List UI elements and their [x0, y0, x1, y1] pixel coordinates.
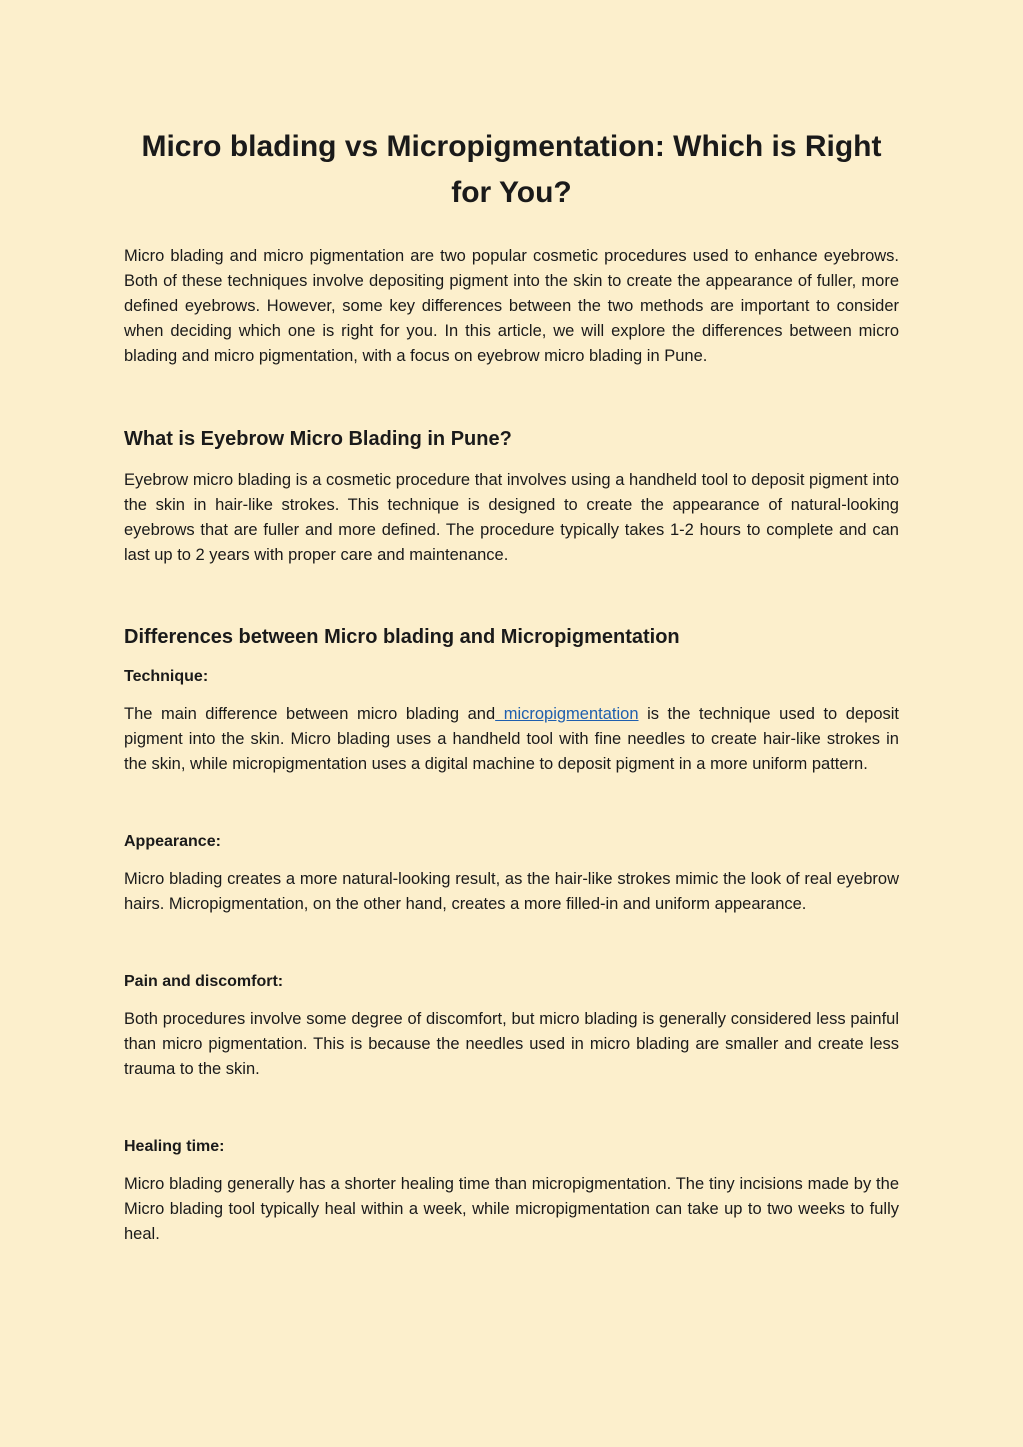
section-heading-what-is-microblading: What is Eyebrow Micro Blading in Pune? — [124, 428, 512, 450]
microblading-description-paragraph: Eyebrow micro blading is a cosmetic procedure that involves using a handheld tool to deposit pigment into the skin in hair-like strokes. This technique is designed to create the appearance of natural-looking eyebrows that are fuller and more defined. The procedure typically takes 1-2 hours to complete and can last up to 2 years with proper care and maintenance. — [124, 471, 899, 564]
page-title: Micro blading vs Micropigmentation: Which is Right for You? — [141, 130, 882, 209]
subheading-pain-and-discomfort: Pain and discomfort: — [124, 973, 284, 990]
technique-text-after-link: is the technique used to deposit pigment into the skin. Micro blading uses a handheld tool with fine needles to create hair-like strokes in the skin, while micropigmentation uses a digital machine to deposit pigment in a more uniform pattern. — [124, 705, 899, 773]
micropigmentation-link[interactable]: micropigmentation — [495, 705, 639, 723]
subheading-technique: Technique: — [124, 668, 209, 685]
technique-text-before-link: The main difference between micro blading and — [124, 705, 496, 723]
subheading-healing-time: Healing time: — [124, 1138, 225, 1155]
subheading-appearance: Appearance: — [124, 833, 221, 850]
appearance-paragraph: Micro blading creates a more natural-looking result, as the hair-like strokes mimic the look of real eyebrow hairs. Micropigmentation, on the other hand, creates a more filled-in and uniform appearance. — [124, 870, 899, 913]
section-heading-differences: Differences between Micro blading and Micropigmentation — [124, 626, 680, 648]
intro-paragraph: Micro blading and micro pigmentation are two popular cosmetic procedures used to enhance eyebrows. Both of these techniques involve depositing pigment into the skin to create the appearance of fuller, more defined eyebrows. However, some key differences between the two methods are important to consider when deciding which one is right for you. In this article, we will explore the differences between micro blading and micro pigmentation, with a focus on eyebrow micro blading in Pune. — [124, 247, 899, 365]
healing-paragraph: Micro blading generally has a shorter healing time than micropigmentation. The tiny incisions made by the Micro blading tool typically heal within a week, while micropigmentation can take up to two weeks to fully heal. — [124, 1175, 899, 1243]
technique-paragraph — [124, 702, 899, 777]
pain-paragraph: Both procedures involve some degree of discomfort, but micro blading is generally considered less painful than micro pigmentation. This is because the needles used in micro blading are smaller and create less trauma to the skin. — [124, 1010, 899, 1078]
